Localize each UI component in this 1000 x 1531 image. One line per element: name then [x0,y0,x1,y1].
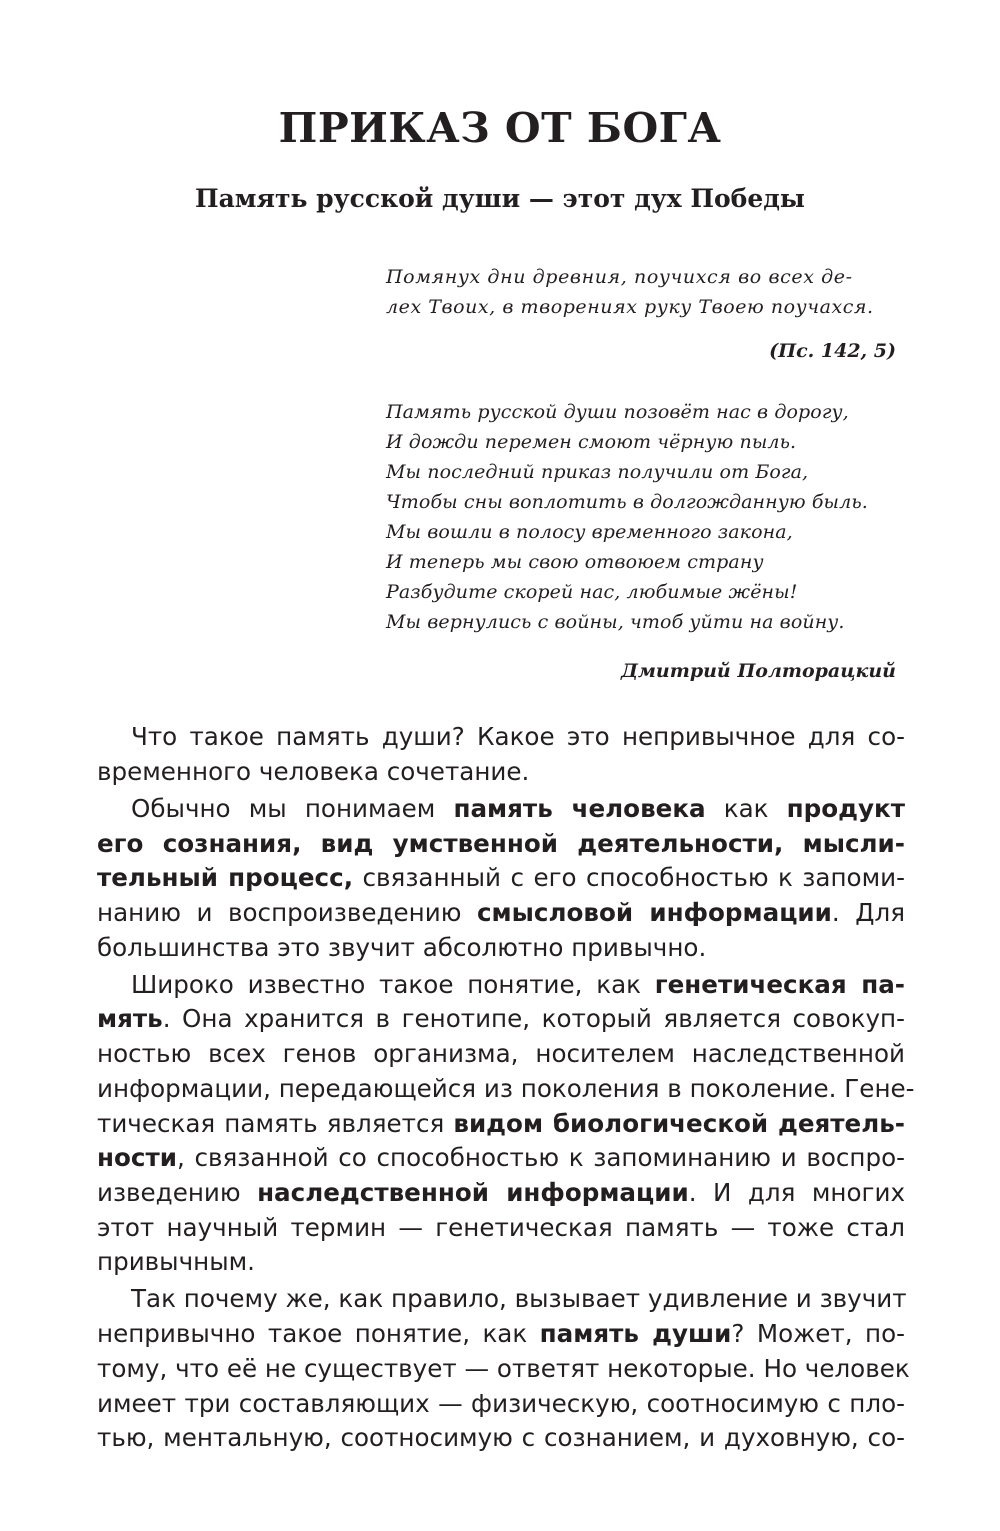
epigraph-psalm-line: лех Твоих, в творениях руку Твоею поучахся. [386,296,874,318]
text-line: привычным. [97,1247,255,1277]
text-run: ? Может, по- [731,1319,905,1349]
text-line: Что такое память души? Какое это непривычное для со- [131,722,905,751]
text-run: , связанной со способностью к запоминанию и воспро- [176,1143,905,1173]
text-run: . И для многих [688,1177,906,1207]
poem-author: Дмитрий Полторацкий [620,660,896,682]
text-line [97,1002,905,1037]
bold-term: память человека [453,793,706,823]
poem-line: И теперь мы свою отвоюем страну [386,551,764,573]
paragraph [97,968,915,1280]
chapter-title: ПРИКАЗ ОТ БОГА [278,104,722,152]
poem-line: Мы вошли в полосу временного закона, [386,521,793,543]
text-run: изведению [97,1177,258,1207]
text-run: нанию и воспроизведению [97,897,477,927]
text-run: . Она хранится в генотипе, который является совокуп- [162,1004,905,1034]
text-line: этот научный термин — генетическая память — тоже стал [97,1212,905,1242]
poem-line: И дожди перемен смоют чёрную пыль. [386,431,797,453]
paragraph [97,1282,910,1456]
epigraph-psalm-line: Помянух дни древния, поучихся во всех де- [386,266,853,288]
text-run: Обычно мы понимаем [131,793,454,823]
text-line [97,861,905,896]
poem-line: Мы вернулись с войны, чтоб уйти на войну. [386,611,845,633]
text-line: информации, передающейся из поколения в поколение. Гене- [97,1073,915,1103]
text-line [97,1317,905,1352]
text-line: временного человека сочетание. [97,756,530,786]
paragraph [97,792,905,966]
text-line [97,827,905,862]
text-line: тью, ментальную, соотносимую с сознанием, и духовную, со- [97,1423,905,1453]
bold-term: его сознания, вид умственной деятельности, мысли- [97,828,905,858]
text-run: Широко известно такое понятие, как [131,969,655,999]
paragraph [97,720,905,789]
text-line [97,1107,905,1142]
epigraph-psalm [386,262,908,322]
body-text [97,720,915,1458]
text-line [97,1176,905,1211]
poem-line: Чтобы сны воплотить в долгожданную быль. [386,491,868,513]
text-run: тическая память является [97,1108,454,1138]
poem-line: Разбудите скорей нас, любимые жёны! [386,581,798,603]
poem-line: Мы последний приказ получили от Бога, [386,461,809,483]
text-run: непривычно такое понятие, как [97,1319,540,1349]
text-line [131,968,905,1003]
bold-term: ности [97,1143,177,1173]
text-line [97,1141,905,1176]
text-run: . Для [831,897,905,927]
epigraph-reference: (Пс. 142, 5) [769,340,896,362]
text-line: имеет три составляющих — физическую, соотносимую с пло- [97,1388,905,1418]
text-line: Так почему же, как правило, вызывает удивление и звучит [131,1284,907,1314]
bold-term: продукт [786,793,905,823]
poem-line: Память русской души позовёт нас в дорогу, [386,401,849,423]
bold-term: память души [539,1319,732,1349]
epigraph-poem [386,397,896,637]
text-line: ностью всех генов организма, носителем наследственной [97,1039,905,1069]
bold-term: генетическая па- [654,969,905,999]
text-line [97,896,905,931]
chapter-subtitle: Память русской души — этот дух Победы [195,184,805,213]
text-run: связанный с его способностью к запоми- [353,863,905,893]
text-run: как [705,793,787,823]
bold-term: смысловой информации [476,897,832,927]
text-line: большинства это звучит абсолютно привычно. [97,932,707,962]
bold-term: видом биологической деятель- [453,1108,906,1138]
text-line: тому, что её не существует — ответят некоторые. Но человек [97,1353,910,1383]
bold-term: мять [97,1004,163,1034]
bold-term: наследственной информации [257,1177,689,1207]
bold-term: тельный процесс, [97,863,354,893]
text-line [131,792,905,827]
